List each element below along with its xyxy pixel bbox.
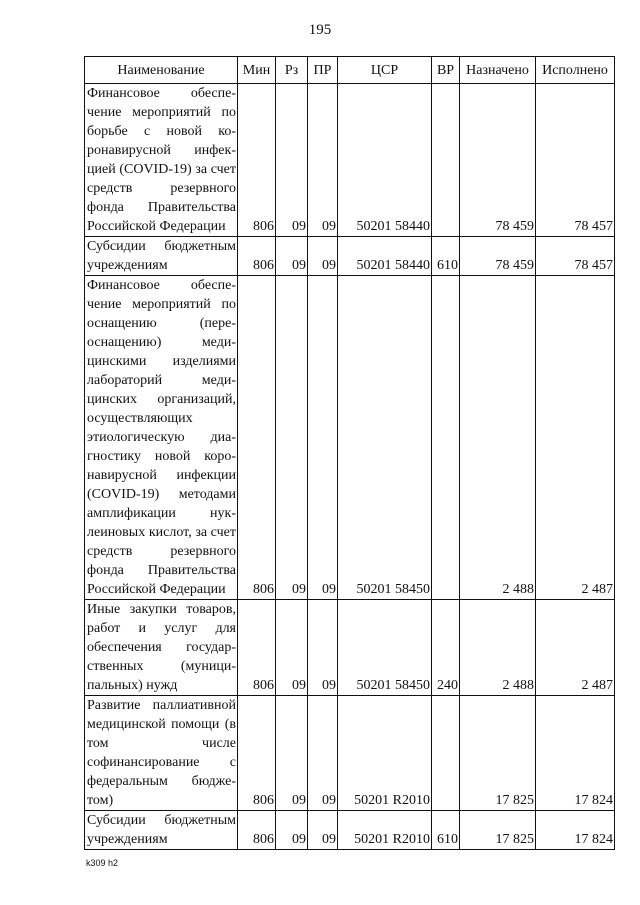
row-pr: 09 (308, 237, 338, 276)
row-min: 806 (238, 696, 276, 811)
row-pr: 09 (308, 696, 338, 811)
row-pr: 09 (308, 600, 338, 696)
budget-table (84, 56, 615, 850)
row-vr: 610 (432, 811, 460, 850)
row-rz: 09 (276, 811, 308, 850)
row-name: Развитие паллиативной медицинской помощи (в том числе софинансирование с федеральным бюджетом) (85, 696, 238, 811)
row-csr: 50201 58450 (338, 600, 432, 696)
row-rz: 09 (276, 276, 308, 600)
row-assigned: 78 459 (460, 84, 536, 237)
row-rz: 09 (276, 696, 308, 811)
row-executed: 78 457 (536, 237, 615, 276)
header-min: Мин (238, 57, 276, 84)
row-csr: 50201 R2010 (338, 696, 432, 811)
page-number: 195 (308, 22, 332, 38)
row-executed: 17 824 (536, 811, 615, 850)
row-assigned: 17 825 (460, 811, 536, 850)
header-row (85, 57, 615, 84)
row-vr: 610 (432, 237, 460, 276)
row-csr: 50201 58450 (338, 276, 432, 600)
row-vr (432, 84, 460, 237)
header-rz: Рз (276, 57, 308, 84)
document-footer-code: k309 h2 (86, 858, 119, 868)
row-min: 806 (238, 84, 276, 237)
row-csr: 50201 58440 (338, 84, 432, 237)
header-pr: ПР (308, 57, 338, 84)
row-pr: 09 (308, 276, 338, 600)
header-vr: ВР (432, 57, 460, 84)
row-min: 806 (238, 811, 276, 850)
header-assigned: Назначено (460, 57, 536, 84)
row-min: 806 (238, 237, 276, 276)
row-vr (432, 276, 460, 600)
header-name: Наименование (85, 57, 238, 84)
table-row (85, 696, 615, 811)
row-pr: 09 (308, 84, 338, 237)
header-executed: Исполнено (536, 57, 615, 84)
row-rz: 09 (276, 84, 308, 237)
row-assigned: 17 825 (460, 696, 536, 811)
row-executed: 78 457 (536, 84, 615, 237)
row-name: Финансовое обеспечение мероприятий по борьбе с новой коронавирусной инфекцией (COVID-19) за счет средств резервного фонда Правительства Российской Федерации (85, 84, 238, 237)
row-csr: 50201 R2010 (338, 811, 432, 850)
table-row (85, 811, 615, 850)
row-assigned: 78 459 (460, 237, 536, 276)
row-min: 806 (238, 276, 276, 600)
row-rz: 09 (276, 600, 308, 696)
row-executed: 2 487 (536, 600, 615, 696)
table-header (85, 57, 615, 84)
row-vr: 240 (432, 600, 460, 696)
row-name: Субсидии бюджетным учреждениям (85, 811, 238, 850)
row-name: Иные закупки товаров, работ и услуг для обеспечения государственных (муниципальных) нужд (85, 600, 238, 696)
table-body (85, 84, 615, 850)
row-vr (432, 696, 460, 811)
table-row (85, 84, 615, 237)
row-name: Финансовое обеспечение мероприятий по оснащению (переоснащению) медицинскими изделиями лабораторий медицинских организаций, осуществляющих этиологическую диагностику новой коронавирусной инфекции (COVID-19) методами амплификации нуклеиновых кислот, за счет средств резервного фонда Правительства Российской Федерации (85, 276, 238, 600)
row-executed: 2 487 (536, 276, 615, 600)
table-row (85, 600, 615, 696)
row-csr: 50201 58440 (338, 237, 432, 276)
row-assigned: 2 488 (460, 600, 536, 696)
table-row (85, 276, 615, 600)
row-assigned: 2 488 (460, 276, 536, 600)
row-executed: 17 824 (536, 696, 615, 811)
table-row (85, 237, 615, 276)
row-name: Субсидии бюджетным учреждениям (85, 237, 238, 276)
row-rz: 09 (276, 237, 308, 276)
row-pr: 09 (308, 811, 338, 850)
row-min: 806 (238, 600, 276, 696)
header-csr: ЦСР (338, 57, 432, 84)
